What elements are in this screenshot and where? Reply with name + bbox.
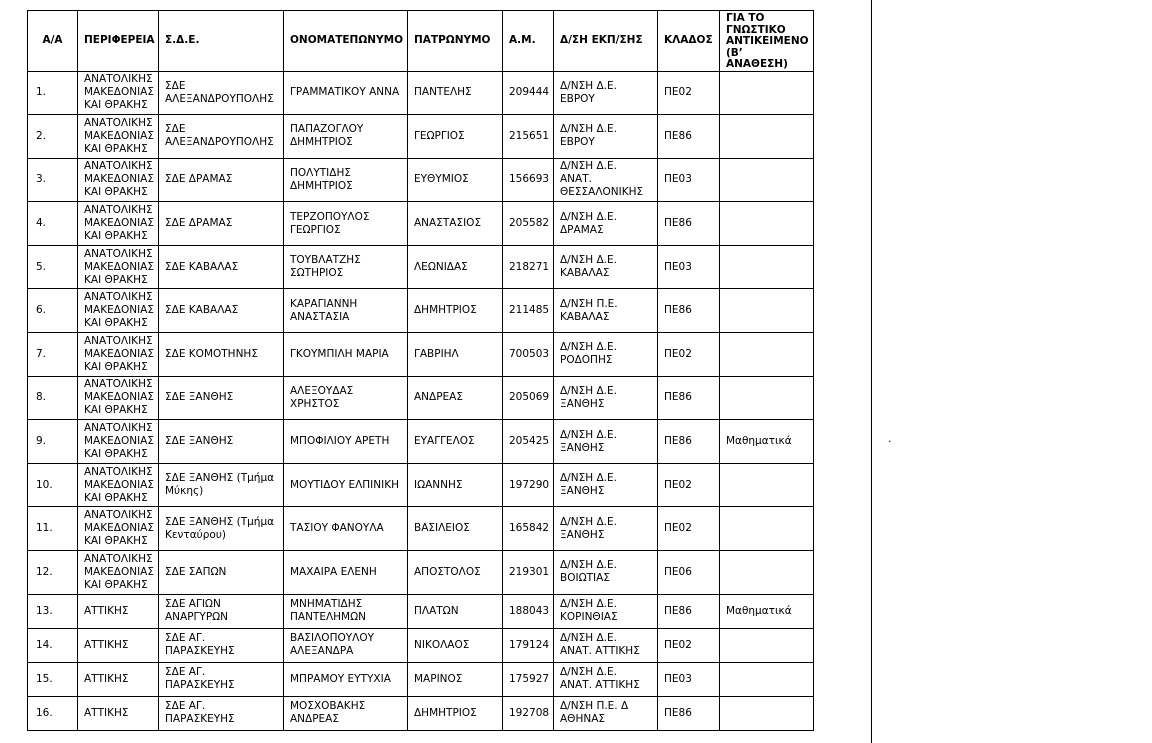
cell-directorate: Δ/ΝΣΗ Π.Ε. ΚΑΒΑΛΑΣ [554,289,658,333]
cell-fullname: ΑΛΕΞΟΥΔΑΣ ΧΡΗΣΤΟΣ [284,376,408,420]
cell-region: ΑΤΤΙΚΗΣ [78,696,159,730]
cell-directorate: Δ/ΝΣΗ Δ.Ε. ΞΑΝΘΗΣ [554,507,658,551]
cell-am: 205582 [503,202,554,246]
cell-fullname: ΜΠΟΦΙΛΙΟΥ ΑΡΕΤΗ [284,420,408,464]
cell-fullname: ΤΕΡΖΟΠΟΥΛΟΣ ΓΕΩΡΓΙΟΣ [284,202,408,246]
cell-specialty: ΠΕ03 [658,245,720,289]
cell-am: 156693 [503,158,554,202]
cell-specialty: ΠΕ06 [658,551,720,595]
header-row [28,11,814,72]
cell-region: ΑΤΤΙΚΗΣ [78,628,159,662]
cell-aa: 5. [28,245,78,289]
cell-directorate: Δ/ΝΣΗ Π.Ε. Δ ΑΘΗΝΑΣ [554,696,658,730]
cell-sde: ΣΔΕ ΔΡΑΜΑΣ [159,158,284,202]
cell-sde: ΣΔΕ ΑΓ. ΠΑΡΑΣΚΕΥΗΣ [159,662,284,696]
cell-am: 205425 [503,420,554,464]
cell-sde: ΣΔΕ ΑΓΙΩΝ ΑΝΑΡΓΥΡΩΝ [159,594,284,628]
cell-subject [720,333,814,377]
cell-specialty: ΠΕ03 [658,158,720,202]
cell-sde: ΣΔΕ ΑΛΕΞΑΝΔΡΟΥΠΟΛΗΣ [159,115,284,159]
table-row [28,507,814,551]
table-row [28,696,814,730]
table-row [28,463,814,507]
cell-aa: 1. [28,71,78,115]
table-row [28,333,814,377]
cell-region: ΑΝΑΤΟΛΙΚΗΣ ΜΑΚΕΔΟΝΙΑΣ ΚΑΙ ΘΡΑΚΗΣ [78,376,159,420]
cell-subject [720,115,814,159]
cell-subject [720,245,814,289]
cell-subject [720,71,814,115]
cell-specialty: ΠΕ02 [658,628,720,662]
cell-fullname: ΜΑΧΑΙΡΑ ΕΛΕΝΗ [284,551,408,595]
cell-fullname: ΚΑΡΑΓΙΑΝΝΗ ΑΝΑΣΤΑΣΙΑ [284,289,408,333]
cell-directorate: Δ/ΝΣΗ Δ.Ε. ΚΑΒΑΛΑΣ [554,245,658,289]
cell-region: ΑΝΑΤΟΛΙΚΗΣ ΜΑΚΕΔΟΝΙΑΣ ΚΑΙ ΘΡΑΚΗΣ [78,289,159,333]
table-row [28,628,814,662]
cell-subject [720,289,814,333]
cell-specialty: ΠΕ86 [658,594,720,628]
cell-fathers-name: ΔΗΜΗΤΡΙΟΣ [408,696,503,730]
cell-fathers-name: ΕΥΑΓΓΕΛΟΣ [408,420,503,464]
cell-aa: 9. [28,420,78,464]
cell-specialty: ΠΕ86 [658,115,720,159]
cell-fullname: ΜΟΥΤΙΔΟΥ ΕΛΠΙΝΙΚΗ [284,463,408,507]
cell-fathers-name: ΠΛΑΤΩΝ [408,594,503,628]
cell-am: 215651 [503,115,554,159]
cell-region: ΑΝΑΤΟΛΙΚΗΣ ΜΑΚΕΔΟΝΙΑΣ ΚΑΙ ΘΡΑΚΗΣ [78,71,159,115]
cell-directorate: Δ/ΝΣΗ Δ.Ε. ΑΝΑΤ. ΑΤΤΙΚΗΣ [554,628,658,662]
cell-subject [720,376,814,420]
cell-specialty: ΠΕ02 [658,507,720,551]
header-subject: ΓΙΑ ΤΟ ΓΝΩΣΤΙΚΟ ΑΝΤΙΚΕΙΜΕΝΟ (Β’ ΑΝΑΘΕΣΗ) [720,11,814,72]
cell-directorate: Δ/ΝΣΗ Δ.Ε. ΑΝΑΤ. ΘΕΣΣΑΛΟΝΙΚΗΣ [554,158,658,202]
table-row [28,115,814,159]
header-region: ΠΕΡΙΦΕΡΕΙΑ [78,11,159,72]
cell-region: ΑΝΑΤΟΛΙΚΗΣ ΜΑΚΕΔΟΝΙΑΣ ΚΑΙ ΘΡΑΚΗΣ [78,158,159,202]
header-am: Α.Μ. [503,11,554,72]
cell-am: 192708 [503,696,554,730]
cell-am: 218271 [503,245,554,289]
cell-region: ΑΤΤΙΚΗΣ [78,662,159,696]
cell-subject [720,696,814,730]
table-row [28,662,814,696]
cell-directorate: Δ/ΝΣΗ Δ.Ε. ΕΒΡΟΥ [554,71,658,115]
cell-sde: ΣΔΕ ΑΓ. ΠΑΡΑΣΚΕΥΗΣ [159,628,284,662]
cell-subject: Μαθηματικά [720,420,814,464]
cell-directorate: Δ/ΝΣΗ Δ.Ε. ΞΑΝΘΗΣ [554,420,658,464]
cell-directorate: Δ/ΝΣΗ Δ.Ε. ΒΟΙΩΤΙΑΣ [554,551,658,595]
cell-fullname: ΜΟΣΧΟΒΑΚΗΣ ΑΝΔΡΕΑΣ [284,696,408,730]
cell-region: ΑΝΑΤΟΛΙΚΗΣ ΜΑΚΕΔΟΝΙΑΣ ΚΑΙ ΘΡΑΚΗΣ [78,115,159,159]
header-aa: Α/Α [28,11,78,72]
cell-fathers-name: ΑΝΑΣΤΑΣΙΟΣ [408,202,503,246]
cell-am: 205069 [503,376,554,420]
cell-subject [720,628,814,662]
cell-aa: 10. [28,463,78,507]
cell-fullname: ΓΚΟΥΜΠΙΛΗ ΜΑΡΙΑ [284,333,408,377]
cell-aa: 7. [28,333,78,377]
header-fullname: ΟΝΟΜΑΤΕΠΩΝΥΜΟ [284,11,408,72]
cell-fullname: ΓΡΑΜΜΑΤΙΚΟΥ ΑΝΝΑ [284,71,408,115]
table-body [28,71,814,730]
cell-specialty: ΠΕ02 [658,71,720,115]
cell-region: ΑΝΑΤΟΛΙΚΗΣ ΜΑΚΕΔΟΝΙΑΣ ΚΑΙ ΘΡΑΚΗΣ [78,420,159,464]
stray-mark: . [888,432,892,445]
cell-aa: 8. [28,376,78,420]
cell-sde: ΣΔΕ ΑΓ. ΠΑΡΑΣΚΕΥΗΣ [159,696,284,730]
cell-aa: 6. [28,289,78,333]
cell-directorate: Δ/ΝΣΗ Δ.Ε. ΑΝΑΤ. ΑΤΤΙΚΗΣ [554,662,658,696]
cell-fullname: ΠΑΠΑΖΟΓΛΟΥ ΔΗΜΗΤΡΙΟΣ [284,115,408,159]
cell-fathers-name: ΓΕΩΡΓΙΟΣ [408,115,503,159]
cell-subject [720,551,814,595]
cell-aa: 15. [28,662,78,696]
cell-aa: 13. [28,594,78,628]
cell-specialty: ΠΕ02 [658,333,720,377]
cell-sde: ΣΔΕ ΚΑΒΑΛΑΣ [159,289,284,333]
cell-subject [720,463,814,507]
header-fathers-name: ΠΑΤΡΩΝΥΜΟ [408,11,503,72]
assignment-table [27,10,814,731]
cell-sde: ΣΔΕ ΞΑΝΘΗΣ (Τμήμα Κενταύρου) [159,507,284,551]
cell-fullname: ΠΟΛΥΤΙΔΗΣ ΔΗΜΗΤΡΙΟΣ [284,158,408,202]
cell-fullname: ΤΟΥΒΛΑΤΖΗΣ ΣΩΤΗΡΙΟΣ [284,245,408,289]
cell-sde: ΣΔΕ ΔΡΑΜΑΣ [159,202,284,246]
cell-sde: ΣΔΕ ΑΛΕΞΑΝΔΡΟΥΠΟΛΗΣ [159,71,284,115]
cell-am: 179124 [503,628,554,662]
cell-fullname: ΜΝΗΜΑΤΙΔΗΣ ΠΑΝΤΕΛΗΜΩΝ [284,594,408,628]
cell-sde: ΣΔΕ ΣΑΠΩΝ [159,551,284,595]
cell-fullname: ΜΠΡΑΜΟΥ ΕΥΤΥΧΙΑ [284,662,408,696]
cell-region: ΑΝΑΤΟΛΙΚΗΣ ΜΑΚΕΔΟΝΙΑΣ ΚΑΙ ΘΡΑΚΗΣ [78,463,159,507]
cell-sde: ΣΔΕ ΞΑΝΘΗΣ [159,420,284,464]
table-row [28,289,814,333]
cell-subject: Μαθηματικά [720,594,814,628]
cell-region: ΑΝΑΤΟΛΙΚΗΣ ΜΑΚΕΔΟΝΙΑΣ ΚΑΙ ΘΡΑΚΗΣ [78,202,159,246]
cell-subject [720,158,814,202]
cell-am: 197290 [503,463,554,507]
cell-sde: ΣΔΕ ΚΑΒΑΛΑΣ [159,245,284,289]
cell-region: ΑΤΤΙΚΗΣ [78,594,159,628]
cell-sde: ΣΔΕ ΚΟΜΟΤΗΝΗΣ [159,333,284,377]
header-specialty: ΚΛΑΔΟΣ [658,11,720,72]
table-row [28,245,814,289]
cell-fathers-name: ΔΗΜΗΤΡΙΟΣ [408,289,503,333]
table-row [28,376,814,420]
cell-aa: 12. [28,551,78,595]
header-directorate: Δ/ΣΗ ΕΚΠ/ΣΗΣ [554,11,658,72]
cell-fathers-name: ΒΑΣΙΛΕΙΟΣ [408,507,503,551]
header-sde: Σ.Δ.Ε. [159,11,284,72]
cell-subject [720,202,814,246]
cell-am: 700503 [503,333,554,377]
cell-directorate: Δ/ΝΣΗ Δ.Ε. ΔΡΑΜΑΣ [554,202,658,246]
cell-directorate: Δ/ΝΣΗ Δ.Ε. ΞΑΝΘΗΣ [554,463,658,507]
cell-aa: 16. [28,696,78,730]
cell-directorate: Δ/ΝΣΗ Δ.Ε. ΕΒΡΟΥ [554,115,658,159]
cell-specialty: ΠΕ02 [658,463,720,507]
cell-region: ΑΝΑΤΟΛΙΚΗΣ ΜΑΚΕΔΟΝΙΑΣ ΚΑΙ ΘΡΑΚΗΣ [78,551,159,595]
cell-specialty: ΠΕ86 [658,696,720,730]
table-row [28,551,814,595]
cell-fathers-name: ΓΑΒΡΙΗΛ [408,333,503,377]
cell-fullname: ΒΑΣΙΛΟΠΟΥΛΟΥ ΑΛΕΞΑΝΔΡΑ [284,628,408,662]
table-row [28,420,814,464]
cell-directorate: Δ/ΝΣΗ Δ.Ε. ΚΟΡΙΝΘΙΑΣ [554,594,658,628]
cell-aa: 14. [28,628,78,662]
cell-fathers-name: ΑΠΟΣΤΟΛΟΣ [408,551,503,595]
cell-am: 175927 [503,662,554,696]
cell-sde: ΣΔΕ ΞΑΝΘΗΣ [159,376,284,420]
cell-directorate: Δ/ΝΣΗ Δ.Ε. ΞΑΝΘΗΣ [554,376,658,420]
cell-fathers-name: ΛΕΩΝΙΔΑΣ [408,245,503,289]
table-row [28,594,814,628]
cell-aa: 2. [28,115,78,159]
cell-fathers-name: ΠΑΝΤΕΛΗΣ [408,71,503,115]
cell-fathers-name: ΕΥΘΥΜΙΟΣ [408,158,503,202]
cell-sde: ΣΔΕ ΞΑΝΘΗΣ (Τμήμα Μύκης) [159,463,284,507]
cell-fathers-name: ΙΩΑΝΝΗΣ [408,463,503,507]
cell-region: ΑΝΑΤΟΛΙΚΗΣ ΜΑΚΕΔΟΝΙΑΣ ΚΑΙ ΘΡΑΚΗΣ [78,333,159,377]
cell-fullname: ΤΑΣΙΟΥ ΦΑΝΟΥΛΑ [284,507,408,551]
cell-subject [720,507,814,551]
cell-region: ΑΝΑΤΟΛΙΚΗΣ ΜΑΚΕΔΟΝΙΑΣ ΚΑΙ ΘΡΑΚΗΣ [78,245,159,289]
cell-specialty: ΠΕ03 [658,662,720,696]
cell-fathers-name: ΝΙΚΟΛΑΟΣ [408,628,503,662]
cell-directorate: Δ/ΝΣΗ Δ.Ε. ΡΟΔΟΠΗΣ [554,333,658,377]
cell-subject [720,662,814,696]
cell-fathers-name: ΑΝΔΡΕΑΣ [408,376,503,420]
table-row [28,71,814,115]
cell-fathers-name: ΜΑΡΙΝΟΣ [408,662,503,696]
cell-specialty: ΠΕ86 [658,420,720,464]
cell-am: 209444 [503,71,554,115]
cell-specialty: ΠΕ86 [658,376,720,420]
cell-specialty: ΠΕ86 [658,202,720,246]
cell-aa: 11. [28,507,78,551]
table-row [28,202,814,246]
cell-region: ΑΝΑΤΟΛΙΚΗΣ ΜΑΚΕΔΟΝΙΑΣ ΚΑΙ ΘΡΑΚΗΣ [78,507,159,551]
cell-specialty: ΠΕ86 [658,289,720,333]
cell-aa: 4. [28,202,78,246]
cell-am: 165842 [503,507,554,551]
table-row [28,158,814,202]
cell-am: 219301 [503,551,554,595]
cell-aa: 3. [28,158,78,202]
cell-am: 188043 [503,594,554,628]
cell-am: 211485 [503,289,554,333]
page-divider-line [871,0,872,743]
